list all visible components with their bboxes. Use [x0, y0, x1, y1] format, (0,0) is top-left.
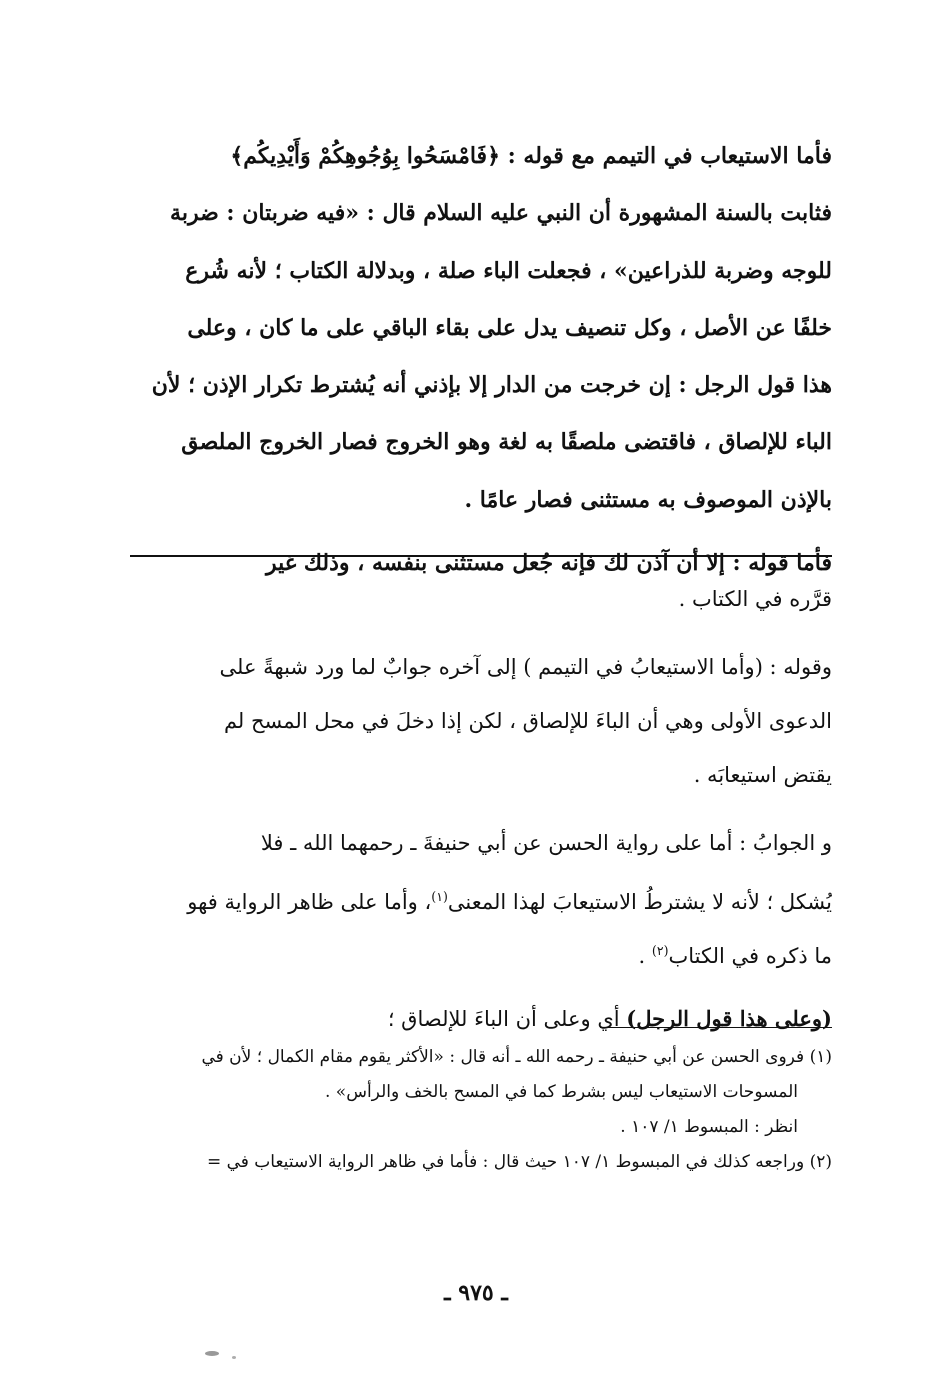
- main-line: للوجه وضربة للذراعين» ، فجعلت الباء صلة ، وبدلالة الكتاب ؛ لأنه شُرع: [185, 257, 832, 284]
- commentary-line: [132, 870, 832, 924]
- commentary-paragraph-1: [132, 572, 832, 626]
- commentary-line: [132, 992, 832, 1046]
- quoted-phrase: (وعلى هذا قول الرجل): [626, 1006, 832, 1031]
- footnote-line: انظر : المبسوط ١/ ١٠٧ .: [620, 1117, 798, 1137]
- footnote-line: (١) فروى الحسن عن أبي حنيفة ـ رحمه الله ـ أنه قال : «الأكثر يقوم مقام الكمال ؛ لأن في: [201, 1047, 832, 1067]
- commentary-text-segment: ما ذكره في الكتاب: [668, 944, 832, 968]
- commentary-line: الدعوى الأولى وهي أن الباءَ للإلصاق ، لكن إذا دخلَ في محل المسح لم: [223, 709, 832, 733]
- ink-smudge: [205, 1351, 219, 1356]
- footnote-divider: [600, 1027, 832, 1028]
- footnote-line: (٢) وراجعه كذلك في المبسوط ١/ ١٠٧ حيث قال : فأما في ظاهر الرواية الاستيعاب في =: [206, 1152, 832, 1172]
- main-paragraph-1: [132, 128, 832, 529]
- footnote-ref-1[interactable]: (١): [431, 889, 448, 904]
- footnote-line: المسوحات الاستيعاب ليس بشرط كما في المسح بالخف والرأس» .: [325, 1082, 798, 1102]
- main-line: فثابت بالسنة المشهورة أن النبي عليه السلام قال : «فيه ضربتان : ضربة: [170, 200, 832, 227]
- footnote-2: [132, 1145, 832, 1180]
- commentary-line: يقتض استيعابَه .: [693, 763, 832, 787]
- main-line: خلفًا عن الأصل ، وكل تنصيف يدل على بقاء الباقي على ما كان ، وعلى: [187, 314, 832, 341]
- commentary-line: و الجوابُ : أما على رواية الحسن عن أبي حنيفةَ ـ رحمهما الله ـ فلا: [260, 831, 832, 855]
- commentary-text-segment: يُشكل ؛ لأنه لا يشترطُ الاستيعابَ لهذا المعنى: [447, 890, 832, 914]
- commentary-line: قرَّره في الكتاب .: [678, 587, 832, 611]
- main-line: فأما قوله : إلا أن آذن لك فإنه جُعل مستثنى بنفسه ، وذلك غير: [265, 550, 832, 577]
- footnote-1: [132, 1040, 832, 1145]
- main-line: فأما الاستيعاب في التيمم مع قوله : ﴿فَامْسَحُوا بِوُجُوهِكُمْ وَأَيْدِيكُم﴾: [230, 143, 832, 169]
- commentary-line: وقوله : (وأما الاستيعابُ في التيمم ) إلى آخره جوابٌ لما ورد شبهةً على: [219, 655, 832, 679]
- commentary-line: [132, 924, 832, 978]
- main-line: بالإذن الموصوف به مستثنى فصار عامًا .: [464, 486, 832, 513]
- section-divider: [130, 555, 832, 557]
- commentary-text-segment: .: [638, 944, 652, 968]
- footnotes: [132, 1040, 832, 1180]
- commentary-paragraph-3: [132, 816, 832, 978]
- commentary-paragraph-2: [132, 640, 832, 802]
- commentary-text-segment: ، وأما على ظاهر الرواية فهو: [187, 890, 432, 914]
- commentary-paragraph-4: [132, 992, 832, 1046]
- commentary-text: [132, 572, 832, 1060]
- main-line: هذا قول الرجل : إن خرجت من الدار إلا بإذني أنه يُشترط تكرار الإذن ؛ لأن: [151, 372, 832, 399]
- page-number: ـ ٩٧٥ ـ: [444, 1280, 508, 1306]
- main-line: الباء للإلصاق ، فاقتضى ملصقًا به لغة وهو الخروج فصار الخروج الملصق: [181, 429, 832, 456]
- footnote-ref-2[interactable]: (٢): [651, 943, 669, 958]
- ink-smudge: [232, 1356, 236, 1359]
- main-text: [132, 128, 832, 592]
- commentary-text-segment: أي وعلى أن الباءَ للإلصاق ؛: [387, 1007, 627, 1031]
